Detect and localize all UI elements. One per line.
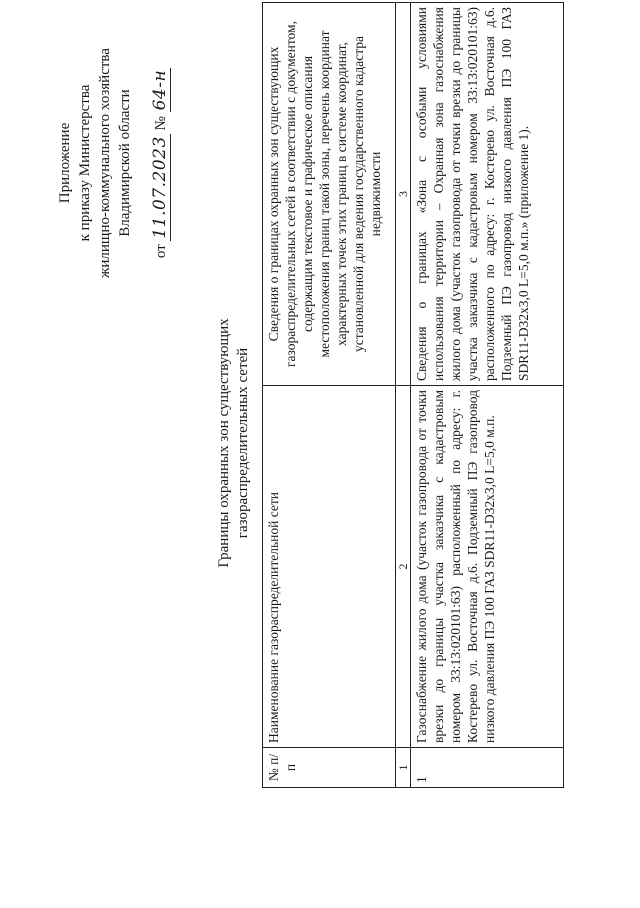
- table-column-numbers-row: [396, 3, 411, 788]
- appendix-block: [55, 18, 135, 308]
- column-number: 2: [396, 386, 411, 748]
- header-info: Сведения о границах охранных зон существующих газораспределительных сетей в соответствии с документом, содержащим текстовое и графическое описания местоположения границ такой зоны, перечень координат характерных точек этих границ в системе координат, установленной для ведения государственного кадастра недвижимости: [263, 3, 396, 386]
- order-prefix: от: [153, 244, 169, 259]
- title-line: газораспределительных сетей: [235, 347, 251, 539]
- table-header-row: [263, 3, 396, 788]
- row-name: Газоснабжение жилого дома (участок газопровода от точки врезки до границы участка заказчика с кадастровым номером 33:13:020101:63) расположенный по адресу: г. Костерево ул. Восточная д.6. Подземный ПЭ газопровод низкого давления ПЭ 100 ГАЗ SDR11-D32x3,0 L=5,0 м.п.: [411, 386, 564, 748]
- header-num: № п/п: [263, 748, 396, 788]
- title-line: Границы охранных зон существующих: [216, 318, 232, 568]
- order-date-handwritten: 11.07.2023: [150, 136, 170, 239]
- order-number-sign: №: [153, 116, 169, 131]
- row-info: Сведения о границах «Зона с особыми условиями использования территории – Охранная зона газоснабжения жилого дома (участок газопровода от точки врезки до границы участка заказчика с кадастровым номером 33:13:020101:63) расположенного по адресу: г. Костерево ул. Восточная д.6. Подземный ПЭ газопровод низкого давления ПЭ 100 ГАЗ SDR11-D32x3,0 L=5,0 м.п.» (приложение 1).: [411, 3, 564, 386]
- column-number: 1: [396, 748, 411, 788]
- gas-zones-table: [262, 2, 564, 788]
- appendix-line: Приложение: [57, 122, 73, 204]
- table-row: [411, 3, 564, 788]
- row-num: 1: [411, 748, 564, 788]
- appendix-line: к приказу Министерства: [77, 84, 93, 242]
- appendix-line: жилищно-коммунального хозяйства: [97, 48, 113, 278]
- column-number: 3: [396, 3, 411, 386]
- appendix-line: Владимирской области: [117, 89, 133, 237]
- header-name: Наименование газораспределительной сети: [263, 386, 396, 748]
- document-title: [215, 228, 253, 658]
- order-reference: [150, 18, 171, 308]
- order-number-handwritten: 64-н: [150, 69, 170, 111]
